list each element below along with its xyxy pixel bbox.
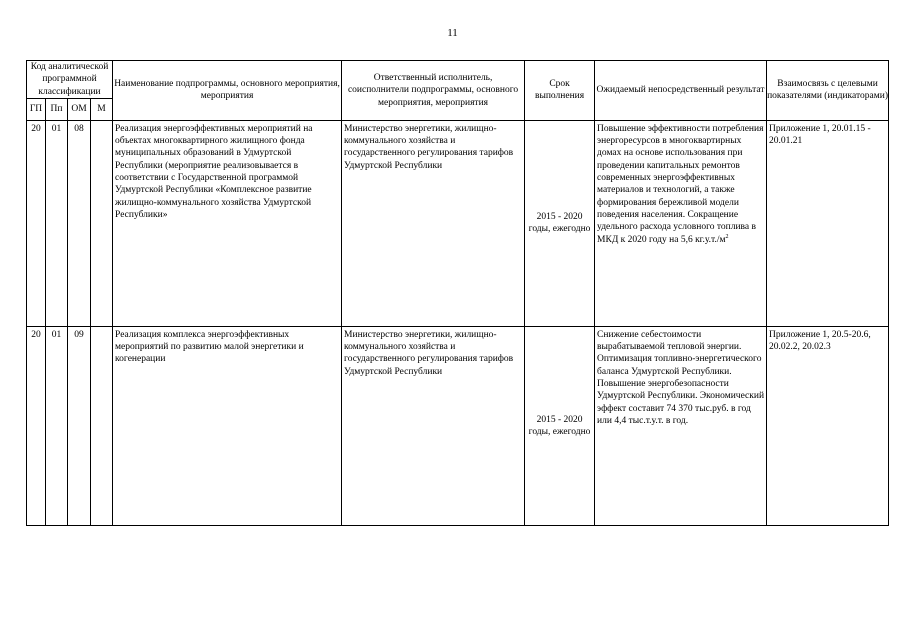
- header-code-pp: Пп: [46, 98, 68, 120]
- header-executor: Ответственный исполнитель, соисполнители подпрограммы, основного мероприятия, мероприятия: [342, 61, 525, 121]
- table-row: [27, 326, 889, 525]
- header-code-gp: ГП: [27, 98, 46, 120]
- header-name: Наименование подпрограммы, основного мероприятия, мероприятия: [113, 61, 342, 121]
- cell-result: [595, 120, 767, 326]
- header-code: Код аналитической программной классификации: [27, 61, 113, 99]
- header-term: Срок выполнения: [525, 61, 595, 121]
- cell-executor: Министерство энергетики, жилищно-коммунального хозяйства и государственного регулирования тарифов Удмуртской Республики: [342, 326, 525, 525]
- cell-term: 2015 - 2020 годы, ежегодно: [525, 326, 595, 525]
- page-number: 11: [447, 27, 458, 39]
- header-link: Взаимосвязь с целевыми показателями (индикаторами): [767, 61, 889, 121]
- cell-pp: 01: [46, 326, 68, 525]
- result-text: Повышение эффективности потребления энергоресурсов в многоквартирных домах на основе использования при проведении капитальных ремонтов современных энергоэффективных материалов и технологий, а также формирования бережливой модели поведения населения. Сокращение удельного расхода условного топлива в МКД к 2020 году на 5,6 кг.у.т./м: [597, 123, 764, 245]
- result-superscript: 2: [725, 233, 729, 240]
- header-code-om: ОМ: [68, 98, 91, 120]
- cell-link: Приложение 1, 20.5-20.6, 20.02.2, 20.02.3: [767, 326, 889, 525]
- cell-pp: 01: [46, 120, 68, 326]
- cell-name: Реализация энергоэффективных мероприятий на объектах многоквартирного жилищного фонда муниципальных образований в Удмуртской Республики (мероприятие реализовывается в соответствии с Государственной программой Удмуртской Республики «Комплексное развитие жилищно-коммунального хозяйства Удмуртской Республики»: [113, 120, 342, 326]
- cell-gp: 20: [27, 326, 46, 525]
- cell-om: 08: [68, 120, 91, 326]
- header-row: [27, 61, 889, 99]
- cell-link: Приложение 1, 20.01.15 - 20.01.21: [767, 120, 889, 326]
- cell-gp: 20: [27, 120, 46, 326]
- header-result: Ожидаемый непосредственный результат: [595, 61, 767, 121]
- cell-executor: Министерство энергетики, жилищно-коммунального хозяйства и государственного регулирования тарифов Удмуртской Республики: [342, 120, 525, 326]
- cell-result: Снижение себестоимости вырабатываемой тепловой энергии. Оптимизация топливно-энергетического баланса Удмуртской Республики. Повышение энергобезопасности Удмуртской Республики. Экономический эффект составит 74 370 тыс.руб. в год или 4,4 тыс.т.у.т. в год.: [595, 326, 767, 525]
- header-code-m: М: [91, 98, 113, 120]
- program-measures-table: [26, 60, 889, 526]
- cell-name: Реализация комплекса энергоэффективных мероприятий по развитию малой энергетики и когенерации: [113, 326, 342, 525]
- cell-om: 09: [68, 326, 91, 525]
- cell-m: [91, 326, 113, 525]
- cell-m: [91, 120, 113, 326]
- cell-term: 2015 - 2020 годы, ежегодно: [525, 120, 595, 326]
- table-row: [27, 120, 889, 326]
